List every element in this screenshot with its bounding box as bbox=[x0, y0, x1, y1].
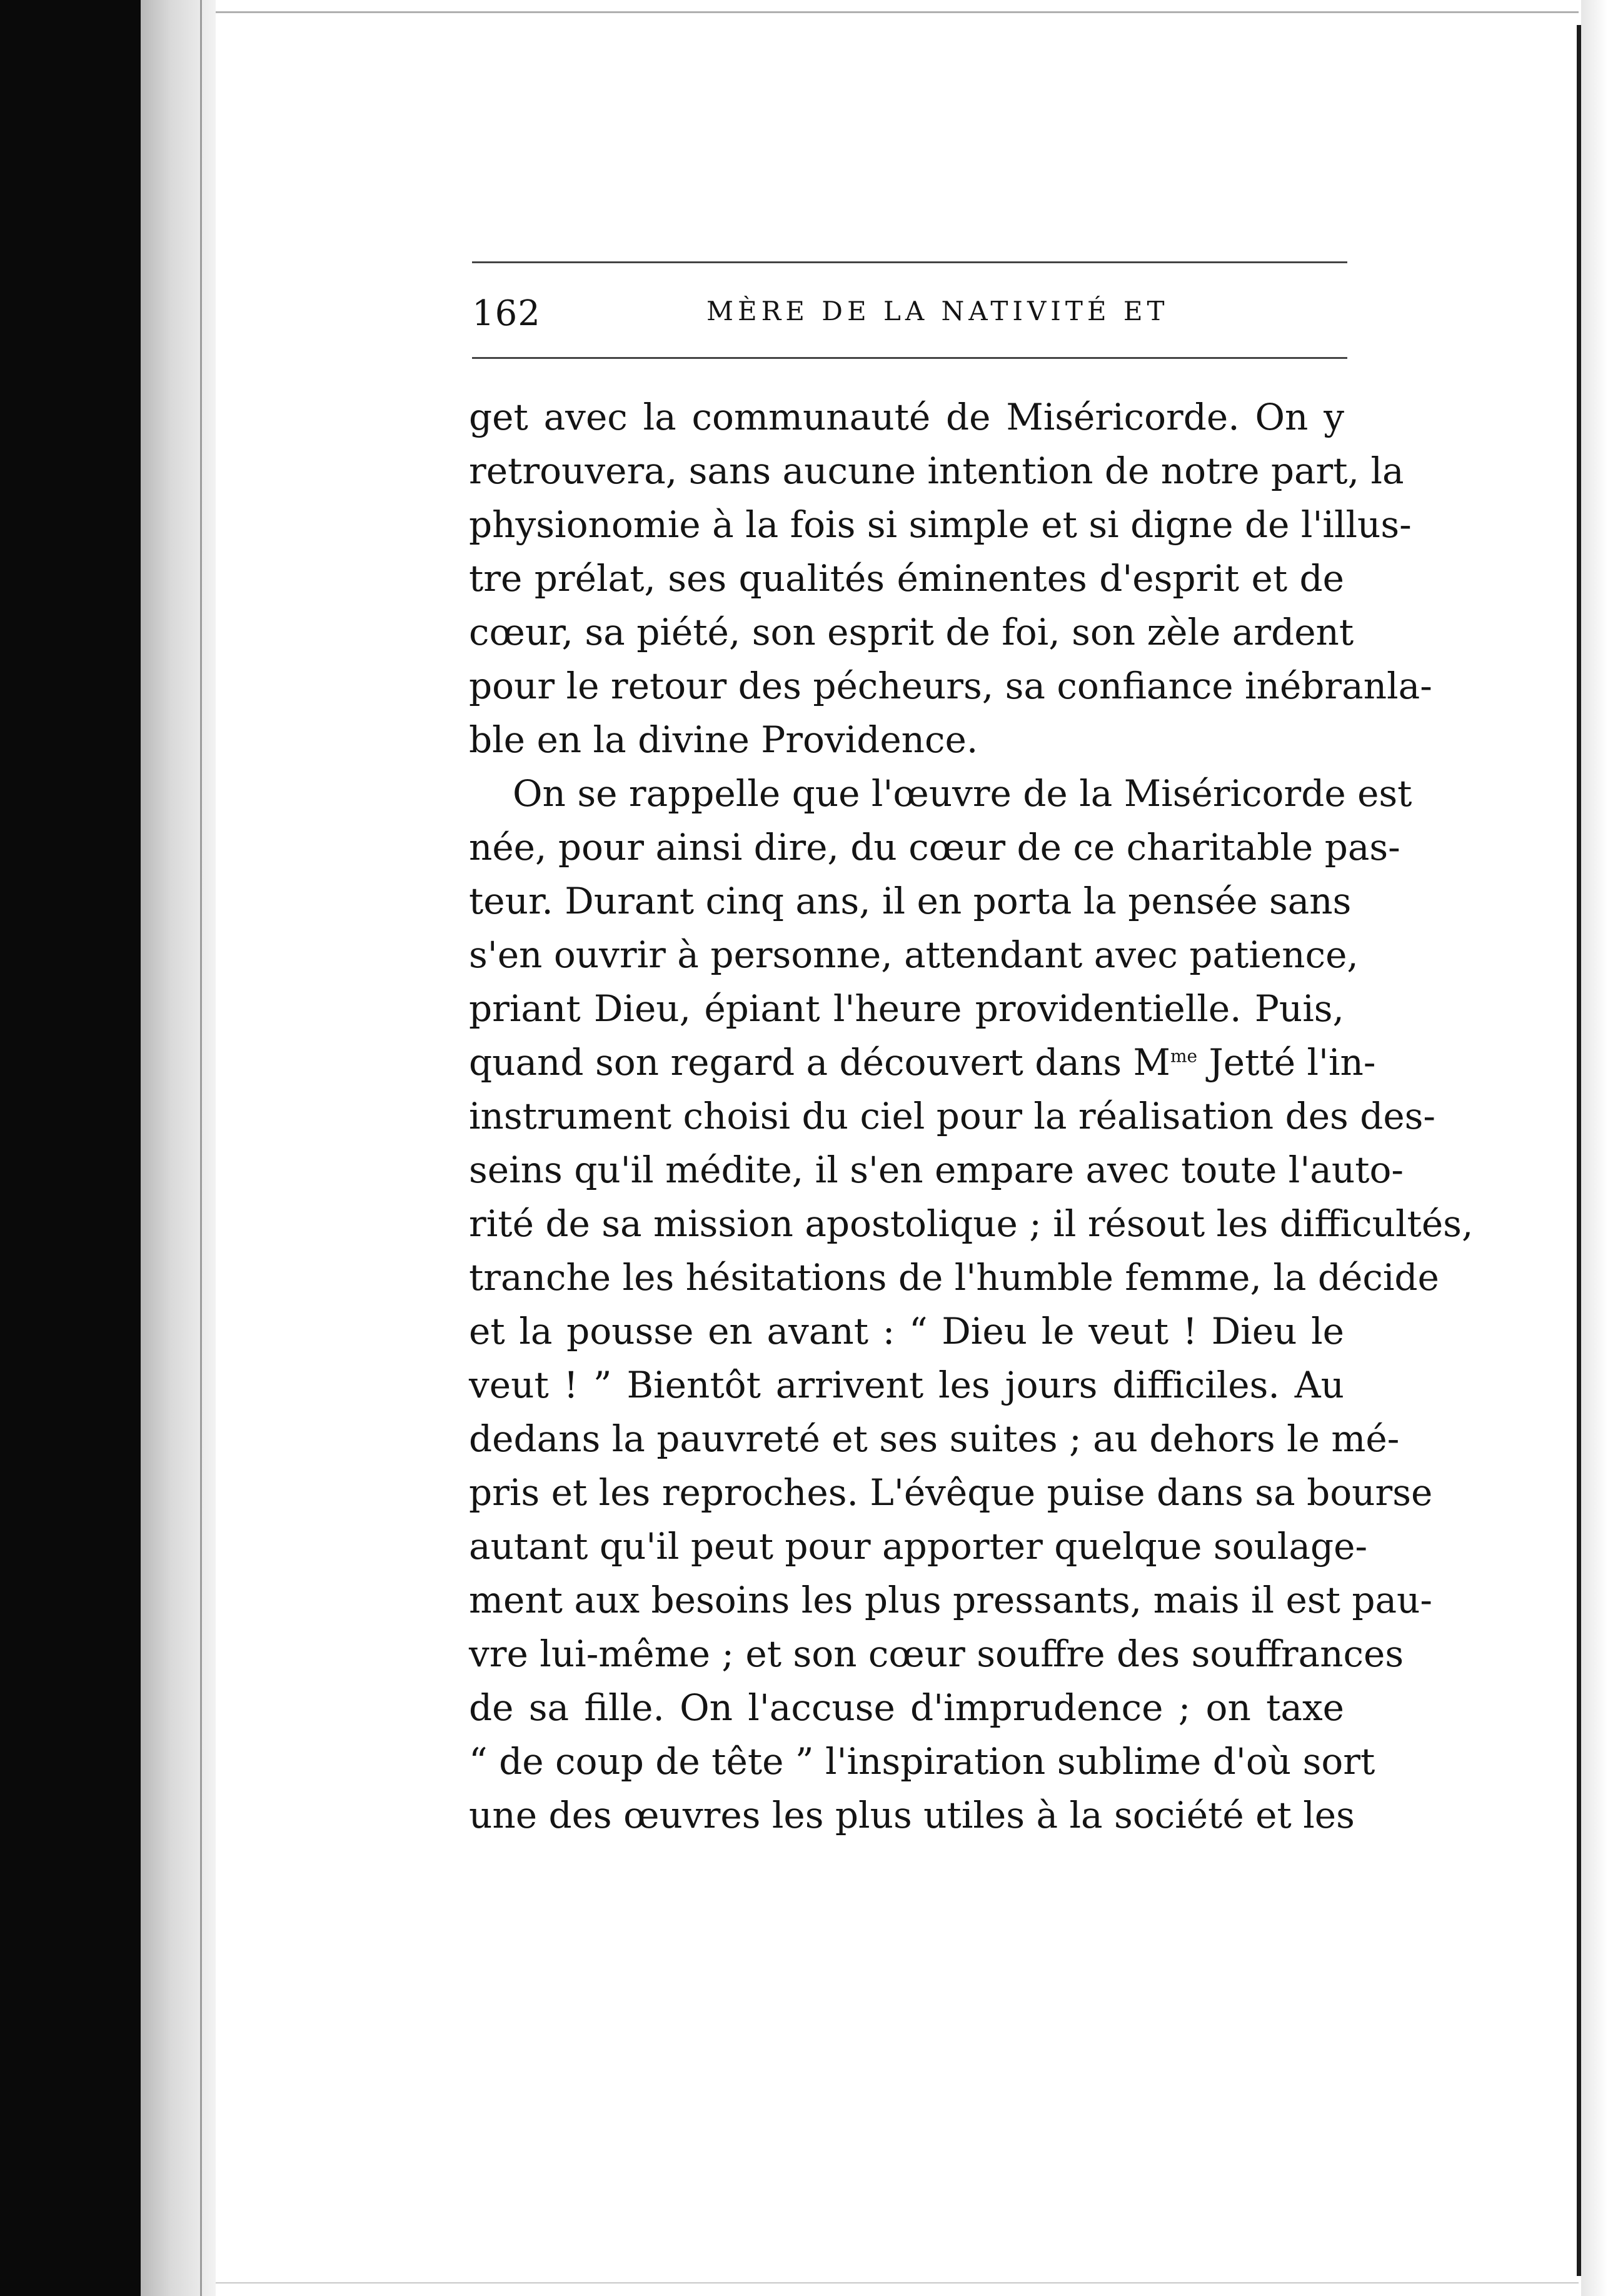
text-line: autant qu'il peut pour apporter quelque soulage- bbox=[469, 1525, 1368, 1568]
right-border bbox=[1577, 25, 1581, 2276]
text-line: ble en la divine Providence. bbox=[469, 718, 978, 761]
text-line: tre prélat, ses qualités éminentes d'esprit et de bbox=[469, 557, 1344, 600]
text-line: s'en ouvrir à personne, attendant avec patience, bbox=[469, 934, 1359, 976]
text-line: et la pousse en avant : “ Dieu le veut ! Dieu le bbox=[469, 1310, 1344, 1352]
text-line: dedans la pauvreté et ses suites ; au dehors le mé- bbox=[469, 1417, 1400, 1460]
text-line: rité de sa mission apostolique ; il résout les difficultés, bbox=[469, 1202, 1474, 1245]
text-line: de sa fille. On l'accuse d'imprudence ; on taxe bbox=[469, 1686, 1344, 1729]
text-segment: Jetté l'in- bbox=[1197, 1041, 1376, 1084]
page-edge bbox=[141, 0, 216, 2296]
text-line: seins qu'il médite, il s'en empare avec toute l'auto- bbox=[469, 1149, 1404, 1191]
text-line: ment aux besoins les plus pressants, mais il est pau- bbox=[469, 1579, 1432, 1621]
page-number: 162 bbox=[472, 293, 541, 334]
scan-margin bbox=[0, 0, 141, 2296]
text-line: tranche les hésitations de l'humble femme, la décide bbox=[469, 1256, 1439, 1299]
text-line: teur. Durant cinq ans, il en porta la pensée sans bbox=[469, 880, 1352, 922]
text-line: vre lui-même ; et son cœur souffre des souffrances bbox=[469, 1633, 1404, 1675]
text-line bbox=[469, 1035, 1376, 1089]
superscript: me bbox=[1170, 1045, 1198, 1067]
text-line: veut ! ” Bientôt arrivent les jours difficiles. Au bbox=[469, 1364, 1344, 1406]
body-text bbox=[469, 390, 1474, 1842]
running-head: MÈRE DE LA NATIVITÉ ET bbox=[706, 296, 1169, 326]
right-shade bbox=[1581, 0, 1608, 2296]
text-line: instrument choisi du ciel pour la réalisation des des- bbox=[469, 1095, 1436, 1137]
text-line: On se rappelle que l'œuvre de la Miséricorde est bbox=[513, 772, 1412, 815]
text-line: priant Dieu, épiant l'heure providentielle. Puis, bbox=[469, 987, 1344, 1030]
text-segment: quand son regard a découvert dans M bbox=[469, 1041, 1170, 1084]
page-top-edge bbox=[216, 11, 1579, 13]
text-line: get avec la communauté de Miséricorde. On y bbox=[469, 396, 1344, 438]
page-header bbox=[472, 261, 1347, 359]
text-line: pris et les reproches. L'évêque puise dans sa bourse bbox=[469, 1471, 1433, 1514]
text-line: une des œuvres les plus utiles à la société et les bbox=[469, 1794, 1355, 1836]
text-line: cœur, sa piété, son esprit de foi, son zèle ardent bbox=[469, 611, 1354, 653]
text-line: retrouvera, sans aucune intention de notre part, la bbox=[469, 450, 1404, 492]
page-bottom-edge bbox=[216, 2282, 1579, 2283]
text-line: physionomie à la fois si simple et si digne de l'illus- bbox=[469, 503, 1412, 546]
text-line: “ de coup de tête ” l'inspiration sublime d'où sort bbox=[469, 1740, 1375, 1783]
text-line: née, pour ainsi dire, du cœur de ce charitable pas- bbox=[469, 826, 1400, 869]
text-line: pour le retour des pécheurs, sa confiance inébranla- bbox=[469, 665, 1432, 707]
